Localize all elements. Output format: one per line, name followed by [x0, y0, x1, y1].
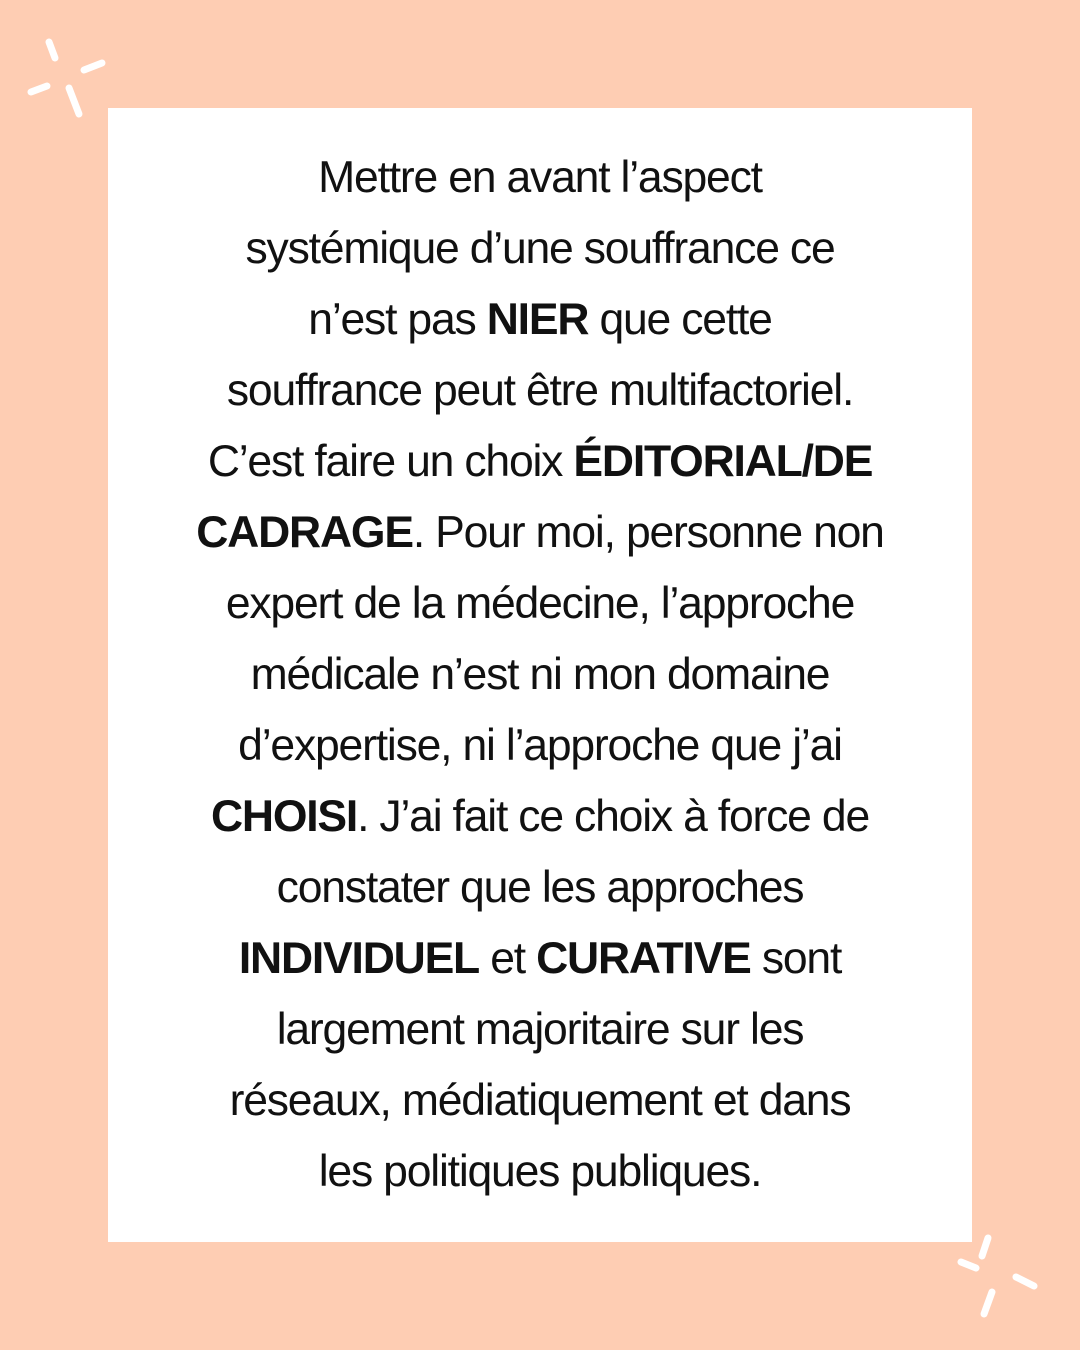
quote-line: les politiques publiques. — [318, 1147, 762, 1196]
quote-line: largement majoritaire sur les — [276, 1005, 804, 1054]
quote-line: systémique d’une souffrance ce — [245, 224, 835, 273]
quote-line — [148, 497, 932, 568]
emphasis-editorial: ÉDITORIAL/DE — [573, 437, 873, 486]
quote-text-segment: n’est pas — [308, 295, 487, 344]
quote-line: constater que les approches — [276, 863, 804, 912]
quote-text-segment: que cette — [588, 295, 772, 344]
quote-line — [148, 923, 932, 994]
quote-text-segment: et — [479, 934, 537, 983]
quote-line: d’expertise, ni l’approche que j’ai — [238, 721, 842, 770]
sparkle-icon-bottom-right — [952, 1230, 1042, 1320]
quote-text-segment: C’est faire un choix — [207, 437, 574, 486]
emphasis-individuel: INDIVIDUEL — [238, 934, 480, 983]
quote-text-segment: . Pour moi, personne non — [412, 508, 884, 557]
emphasis-choisi: CHOISI — [210, 792, 358, 841]
quote-line: réseaux, médiatiquement et dans — [229, 1076, 851, 1125]
quote-card — [108, 108, 972, 1242]
quote-line: médicale n’est ni mon domaine — [250, 650, 830, 699]
quote-text-segment: sont — [750, 934, 842, 983]
quote-line: souffrance peut être multifactoriel. — [226, 366, 854, 415]
quote-line: Mettre en avant l’aspect — [318, 153, 762, 202]
sparkle-icon-top-left — [22, 32, 112, 122]
quote-line — [148, 426, 932, 497]
emphasis-cadrage: CADRAGE — [196, 508, 413, 557]
quote-line: expert de la médecine, l’approche — [225, 579, 855, 628]
emphasis-nier: NIER — [486, 295, 589, 344]
quote-line — [148, 781, 932, 852]
emphasis-curative: CURATIVE — [536, 934, 751, 983]
quote-text — [148, 142, 932, 1207]
quote-line — [148, 284, 932, 355]
quote-text-segment: . J’ai fait ce choix à force de — [357, 792, 869, 841]
